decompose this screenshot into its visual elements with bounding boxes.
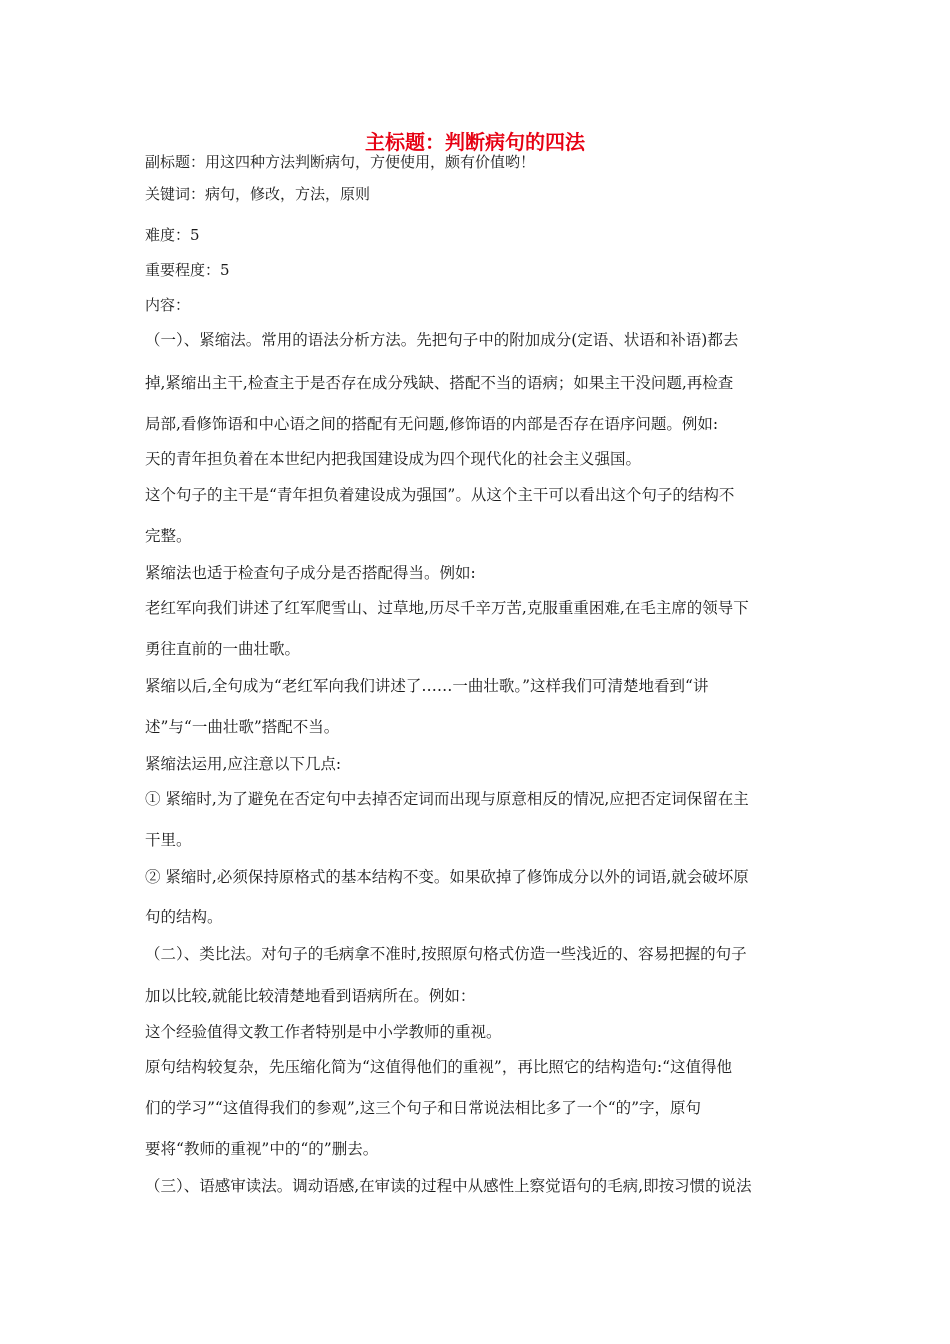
body-line: （一）、紧缩法。常用的语法分析方法。先把句子中的附加成分(定语、状语和补语)都去 — [145, 331, 739, 349]
body-line: 这个经验值得文教工作者特别是中小学教师的重视。 — [145, 1023, 502, 1041]
body-line: 紧缩法运用,应注意以下几点: — [145, 755, 342, 773]
body-line: 老红军向我们讲述了红军爬雪山、过草地,历尽千辛万苦,克服重重困难,在毛主席的领导下 — [145, 599, 749, 617]
body-line: 这个句子的主干是“青年担负着建设成为强国”。从这个主干可以看出这个句子的结构不 — [145, 486, 735, 504]
body-line: ① 紧缩时,为了避免在否定句中去掉否定词而出现与原意相反的情况,应把否定词保留在主 — [145, 790, 749, 808]
difficulty: 难度：5 — [145, 226, 200, 244]
content-label: 内容： — [145, 296, 191, 314]
body-line: 掉,紧缩出主干,检查主于是否存在成分残缺、搭配不当的语病；如果主干没问题,再检查 — [145, 374, 734, 392]
body-line: 干里。 — [145, 831, 192, 849]
page-title: 主标题：判断病句的四法 — [365, 130, 585, 154]
body-line: 要将“教师的重视”中的“的”删去。 — [145, 1140, 379, 1158]
body-line: 句的结构。 — [145, 908, 223, 926]
body-line: 紧缩以后,全句成为“老红军向我们讲述了……一曲壮歌。”这样我们可清楚地看到“讲 — [145, 677, 709, 695]
keywords: 关键词：病句，修改，方法，原则 — [145, 185, 371, 203]
body-line: 紧缩法也适于检查句子成分是否搭配得当。例如: — [145, 564, 476, 582]
body-line: 完整。 — [145, 527, 192, 545]
body-line: （二）、类比法。对句子的毛病拿不准时,按照原句格式仿造一些浅近的、容易把握的句子 — [145, 945, 747, 963]
body-line: 原句结构较复杂，先压缩化简为“这值得他们的重视”，再比照它的结构造句:“这值得他 — [145, 1058, 732, 1076]
body-line: （三）、语感审读法。调动语感,在审读的过程中从感性上察觉语句的毛病,即按习惯的说法 — [145, 1177, 752, 1195]
body-line: 局部,看修饰语和中心语之间的搭配有无问题,修饰语的内部是否存在语序问题。例如: — [145, 415, 719, 433]
importance: 重要程度：5 — [145, 261, 230, 279]
body-line: 加以比较,就能比较清楚地看到语病所在。例如： — [145, 987, 476, 1005]
subtitle: 副标题：用这四种方法判断病句，方便使用，颇有价值哟！ — [145, 153, 536, 171]
body-line: 天的青年担负着在本世纪内把我国建设成为四个现代化的社会主义强国。 — [145, 450, 642, 468]
body-line: 述”与“一曲壮歌”搭配不当。 — [145, 718, 340, 736]
body-line: ② 紧缩时,必须保持原格式的基本结构不变。如果砍掉了修饰成分以外的词语,就会破坏原 — [145, 868, 749, 886]
body-line: 勇往直前的一曲壮歌。 — [145, 640, 301, 658]
body-line: 们的学习”“这值得我们的参观”,这三个句子和日常说法相比多了一个“的”字，原句 — [145, 1099, 702, 1117]
